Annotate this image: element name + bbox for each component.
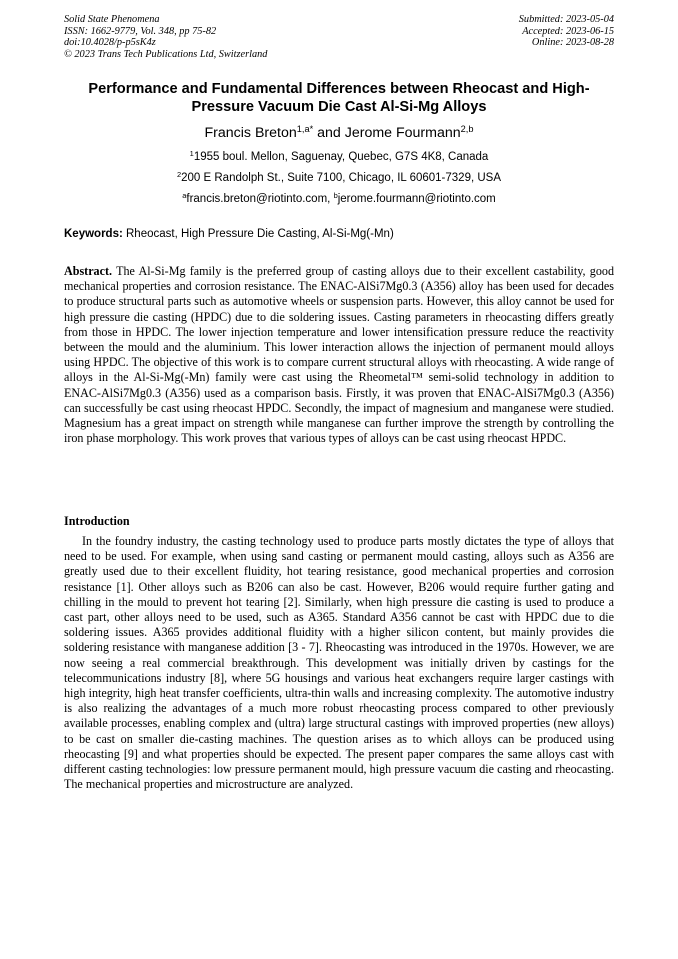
abstract-label: Abstract. (64, 264, 113, 278)
author-line (64, 124, 614, 142)
paper-title: Performance and Fundamental Differences between Rheocast and High-Pressure Vacuum Die Cast Al-Si-Mg Alloys (88, 81, 590, 115)
affiliation (64, 150, 614, 164)
affiliation (64, 171, 614, 185)
abstract-text: The Al-Si-Mg family is the preferred group of casting alloys due to their excellent castability, good mechanical properties and corrosion resistance. The ENAC-AlSi7Mg0.3 (A356) alloy has been used for decades to produce structural parts such as automotive wheels or suspension parts. However, this alloy cannot be used for high pressure die casting (HPDC) due to die soldering issues. Casting parameters in rheocasting differs greatly from those in HPDC. The lower injection temperature and lower intensification pressure reduce the reactivity between the mould and the aluminium. This lower interaction allows the injection of permanent mould alloys using HPDC. The objective of this work is to compare current structural alloys with rheocasting. A wide range of alloys in the Al-Si-Mg(-Mn) family were cast using the Rheometal™ semi-solid technology in addition to ENAC-AlSi7Mg0.3 (A356) used as a comparison basis. Firstly, it was proven that ENAC-AlSi7Mg0.3 (A356) can successfully be cast using rheocast HPDC. Secondly, the impact of magnesium and manganese were studied. Magnesium has a great impact on strength while manganese can further improve the strength by controlling the iron phase morphology. This work proves that various types of alloys can be cast using rheocast HPDC. (64, 264, 614, 446)
accepted-date: Accepted: 2023-06-15 (522, 25, 614, 37)
author-connector: and (313, 125, 345, 141)
journal-info (64, 14, 267, 60)
email-superscript: a (182, 190, 187, 200)
publication-dates (519, 14, 614, 49)
affiliation-text: 1955 boul. Mellon, Saguenay, Quebec, G7S 4K8, Canada (193, 151, 489, 163)
affiliation-text: 200 E Randolph St., Suite 7100, Chicago, IL 60601-7329, USA (181, 172, 502, 184)
keywords-text: Rheocast, High Pressure Die Casting, Al-Si-Mg(-Mn) (122, 228, 394, 240)
affiliation-superscript: 1 (189, 148, 194, 158)
author-name: Francis Breton (204, 125, 297, 141)
section-heading-introduction: Introduction (64, 514, 130, 528)
journal-issn: ISSN: 1662-9779, Vol. 348, pp 75-82 (64, 25, 217, 37)
online-date: Online: 2023-08-28 (531, 37, 614, 48)
affiliation-superscript: 2 (176, 169, 182, 179)
email-address[interactable]: francis.breton@riotinto.com, (186, 193, 334, 205)
keywords (64, 227, 614, 241)
journal-copyright: © 2023 Trans Tech Publications Ltd, Switzerland (64, 48, 268, 60)
author-name: Jerome Fourmann (344, 125, 461, 141)
keywords-label: Keywords: (64, 228, 123, 240)
email-superscript: b (333, 190, 338, 200)
abstract (64, 264, 614, 446)
author-superscript: 1,a* (296, 123, 314, 134)
author-superscript: 2,b (460, 123, 474, 134)
journal-doi: doi:10.4028/p-p5sK4z (64, 37, 156, 48)
journal-name: Solid State Phenomena (64, 14, 160, 25)
email-line (64, 192, 614, 206)
introduction-paragraph: In the foundry industry, the casting technology used to produce parts mostly dictates the type of alloys that need to be used. For example, when using sand casting or permanent mould casting, alloys such as A356 are greatly used due to their excellent fluidity, hot tearing resistance, good mechanical properties and corrosion resistance [1]. Other alloys such as B206 can also be cast. However, B206 would require further gating and chilling in the mould to prevent hot tearing [2]. Similarly, when high pressure die casting is used to produce a cast part, other alloys need to be used, such as A365. Standard A356 cannot be cast with HPDC due to die soldering issues. A365 provides additional fluidity with a higher silicon content, but mainly provides die soldering resistance with manganese addition [3 - 7]. Rheocasting was introduced in the 1970s. However, we are now seeing a real commercial breakthrough. This development was initially driven by castings for the telecommunications industry [8], where 5G housings and various heat exchangers require larger castings with high integrity, high heat transfer coefficients, ultra-thin walls and increasing complexity. The automotive industry is also realizing the advantages of a much more robust rheocasting process compared to other previously available processes, enabling complex and (ultra) large structural castings with improved properties (new alloys) to be cast on smaller die-casting machines. The question arises as to which alloys can be produced using rheocasting [9] and what properties should be expected. The present paper compares the same alloys cast with different casting technologies: low pressure permanent mould, high pressure vacuum die casting and rheocasting. The mechanical properties and microstructure are analyzed. (64, 534, 614, 792)
email-address[interactable]: jerome.fourmann@riotinto.com (337, 193, 496, 205)
submitted-date: Submitted: 2023-05-04 (518, 14, 614, 25)
